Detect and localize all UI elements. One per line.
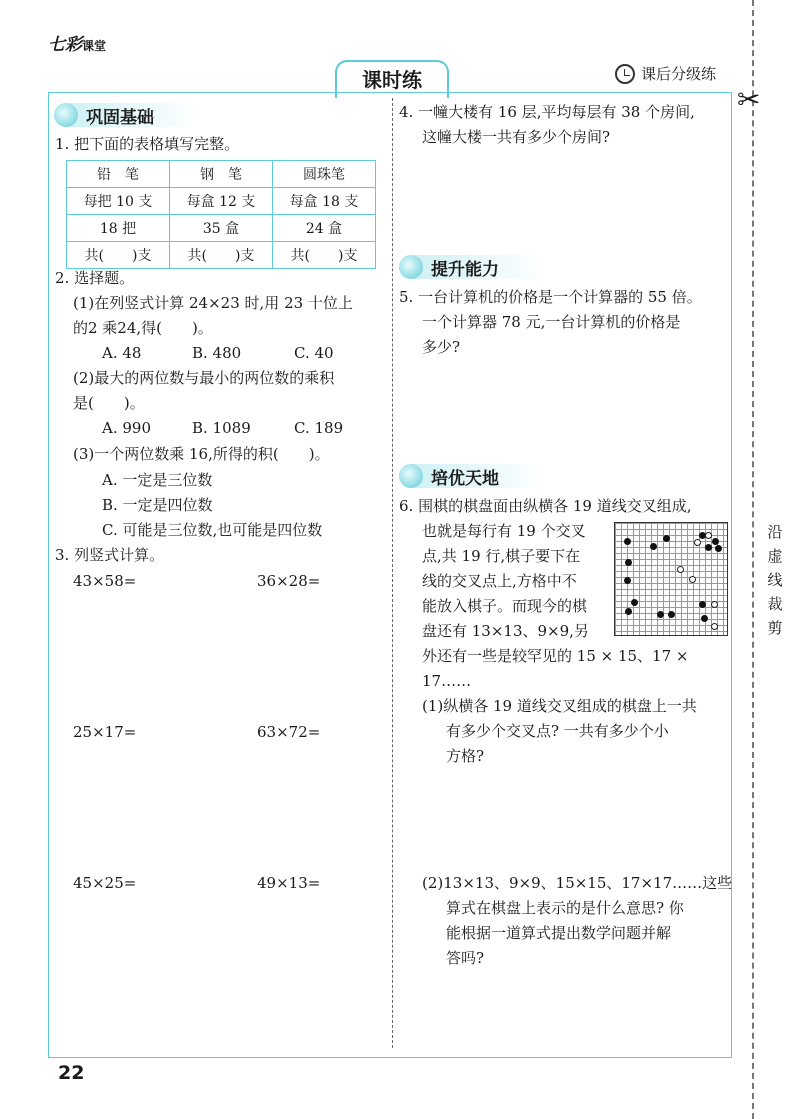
option: A. 一定是三位数 [102, 471, 213, 489]
table-cell: 24 盒 [273, 215, 376, 242]
section-title: 巩固基础 [86, 107, 154, 128]
option: C. 40 [294, 344, 334, 362]
q1-table [66, 160, 376, 269]
q1-stem: 1. 把下面的表格填写完整。 [55, 135, 240, 153]
table-cell: 圆珠笔 [273, 161, 376, 188]
black-stone [625, 608, 632, 615]
table-cell: 共( )支 [170, 242, 273, 269]
q6-line: 17…… [422, 672, 472, 690]
bullet-icon [54, 103, 78, 127]
level-label-text: 课后分级练 [641, 65, 717, 83]
q6-line: 线的交叉点上,方格中不 [422, 572, 577, 590]
section-title: 提升能力 [431, 259, 499, 280]
cut-line [752, 0, 754, 1119]
black-stone [668, 611, 675, 618]
black-stone [631, 599, 638, 606]
q6-line: 外还有一些是较罕见的 15 × 15、17 × [422, 647, 689, 665]
q5-line: 多少? [422, 338, 461, 356]
calc-item: 43×58= [73, 572, 137, 590]
option: A. 48 [102, 344, 142, 362]
white-stone [711, 601, 718, 608]
calc-item: 45×25= [73, 874, 137, 892]
section-excellent [399, 464, 544, 488]
brand-logo [48, 30, 106, 55]
option: C. 189 [294, 419, 344, 437]
go-board-image [614, 522, 728, 636]
option: C. 可能是三位数,也可能是四位数 [102, 521, 323, 539]
black-stone [699, 601, 706, 608]
calc-item: 63×72= [257, 723, 321, 741]
table-cell: 钢 笔 [170, 161, 273, 188]
option: B. 1089 [192, 419, 251, 437]
q2-line: (3)一个两位数乘 16,所得的积( )。 [73, 445, 330, 463]
table-cell: 18 把 [67, 215, 170, 242]
option: A. 990 [102, 419, 151, 437]
page-number: 22 [58, 1062, 85, 1084]
black-stone [701, 615, 708, 622]
q6-sub2-line: (2)13×13、9×9、15×15、17×17……这些 [422, 874, 733, 892]
calc-item: 49×13= [257, 874, 321, 892]
q6-sub1-line: (1)纵横各 19 道线交叉组成的棋盘上一共 [422, 697, 697, 715]
q6-sub1-line: 有多少个交叉点? 一共有多少个小 [446, 722, 669, 740]
white-stone [705, 532, 712, 539]
q5-line: 5. 一台计算机的价格是一个计算器的 55 倍。 [399, 288, 702, 306]
table-row [67, 242, 376, 269]
black-stone [705, 544, 712, 551]
black-stone [650, 543, 657, 550]
table-row [67, 161, 376, 188]
q2-line: (1)在列竖式计算 24×23 时,用 23 十位上 [73, 294, 353, 312]
bullet-icon [399, 464, 423, 488]
q6-line: 6. 围棋的棋盘面由纵横各 19 道线交叉组成, [399, 497, 692, 515]
q3-stem: 3. 列竖式计算。 [55, 546, 165, 564]
black-stone [712, 538, 719, 545]
option: B. 一定是四位数 [102, 496, 213, 514]
q6-sub2-line: 算式在棋盘上表示的是什么意思? 你 [446, 899, 684, 917]
q2-line: 的2 乘24,得( )。 [73, 319, 213, 337]
section-basic [54, 103, 199, 127]
table-cell: 共( )支 [67, 242, 170, 269]
black-stone [657, 611, 664, 618]
table-row [67, 188, 376, 215]
table-cell: 每盒 18 支 [273, 188, 376, 215]
table-row [67, 215, 376, 242]
q4-line: 这幢大楼一共有多少个房间? [422, 128, 611, 146]
q6-sub2-line: 能根据一道算式提出数学问题并解 [446, 924, 672, 942]
white-stone [677, 566, 684, 573]
black-stone [624, 577, 631, 584]
black-stone [715, 545, 722, 552]
calc-item: 36×28= [257, 572, 321, 590]
white-stone [689, 576, 696, 583]
q6-sub1-line: 方格? [446, 747, 485, 765]
white-stone [711, 623, 718, 630]
alarm-clock-icon [615, 64, 635, 84]
q6-line: 也就是每行有 19 个交叉 [422, 522, 586, 540]
scissors-icon: ✂ [737, 83, 761, 116]
level-label [615, 63, 716, 84]
table-cell: 每把 10 支 [67, 188, 170, 215]
q6-sub2-line: 答吗? [446, 949, 485, 967]
q6-line: 盘还有 13×13、9×9,另 [422, 622, 589, 640]
page-title: 课时练 [335, 60, 449, 98]
q6-line: 能放入棋子。而现今的棋 [422, 597, 588, 615]
bullet-icon [399, 255, 423, 279]
table-cell: 铅 笔 [67, 161, 170, 188]
logo-sub: 课堂 [82, 39, 107, 53]
white-stone [694, 539, 701, 546]
black-stone [663, 535, 670, 542]
black-stone [625, 559, 632, 566]
table-cell: 35 盒 [170, 215, 273, 242]
black-stone [624, 538, 631, 545]
q6-line: 点,共 19 行,棋子要下在 [422, 547, 581, 565]
cut-instruction: 沿虚线裁剪 [767, 523, 783, 637]
table-cell: 共( )支 [273, 242, 376, 269]
q2-stem: 2. 选择题。 [55, 269, 135, 287]
logo-main: 七彩 [48, 35, 82, 55]
q2-line: (2)最大的两位数与最小的两位数的乘积 [73, 369, 335, 387]
q5-line: 一个计算器 78 元,一台计算机的价格是 [422, 313, 681, 331]
column-divider [392, 98, 393, 1048]
option: B. 480 [192, 344, 242, 362]
section-improve [399, 255, 544, 279]
q2-line: 是( )。 [73, 394, 145, 412]
section-title: 培优天地 [431, 468, 499, 489]
q4-line: 4. 一幢大楼有 16 层,平均每层有 38 个房间, [399, 103, 695, 121]
table-cell: 每盒 12 支 [170, 188, 273, 215]
calc-item: 25×17= [73, 723, 137, 741]
